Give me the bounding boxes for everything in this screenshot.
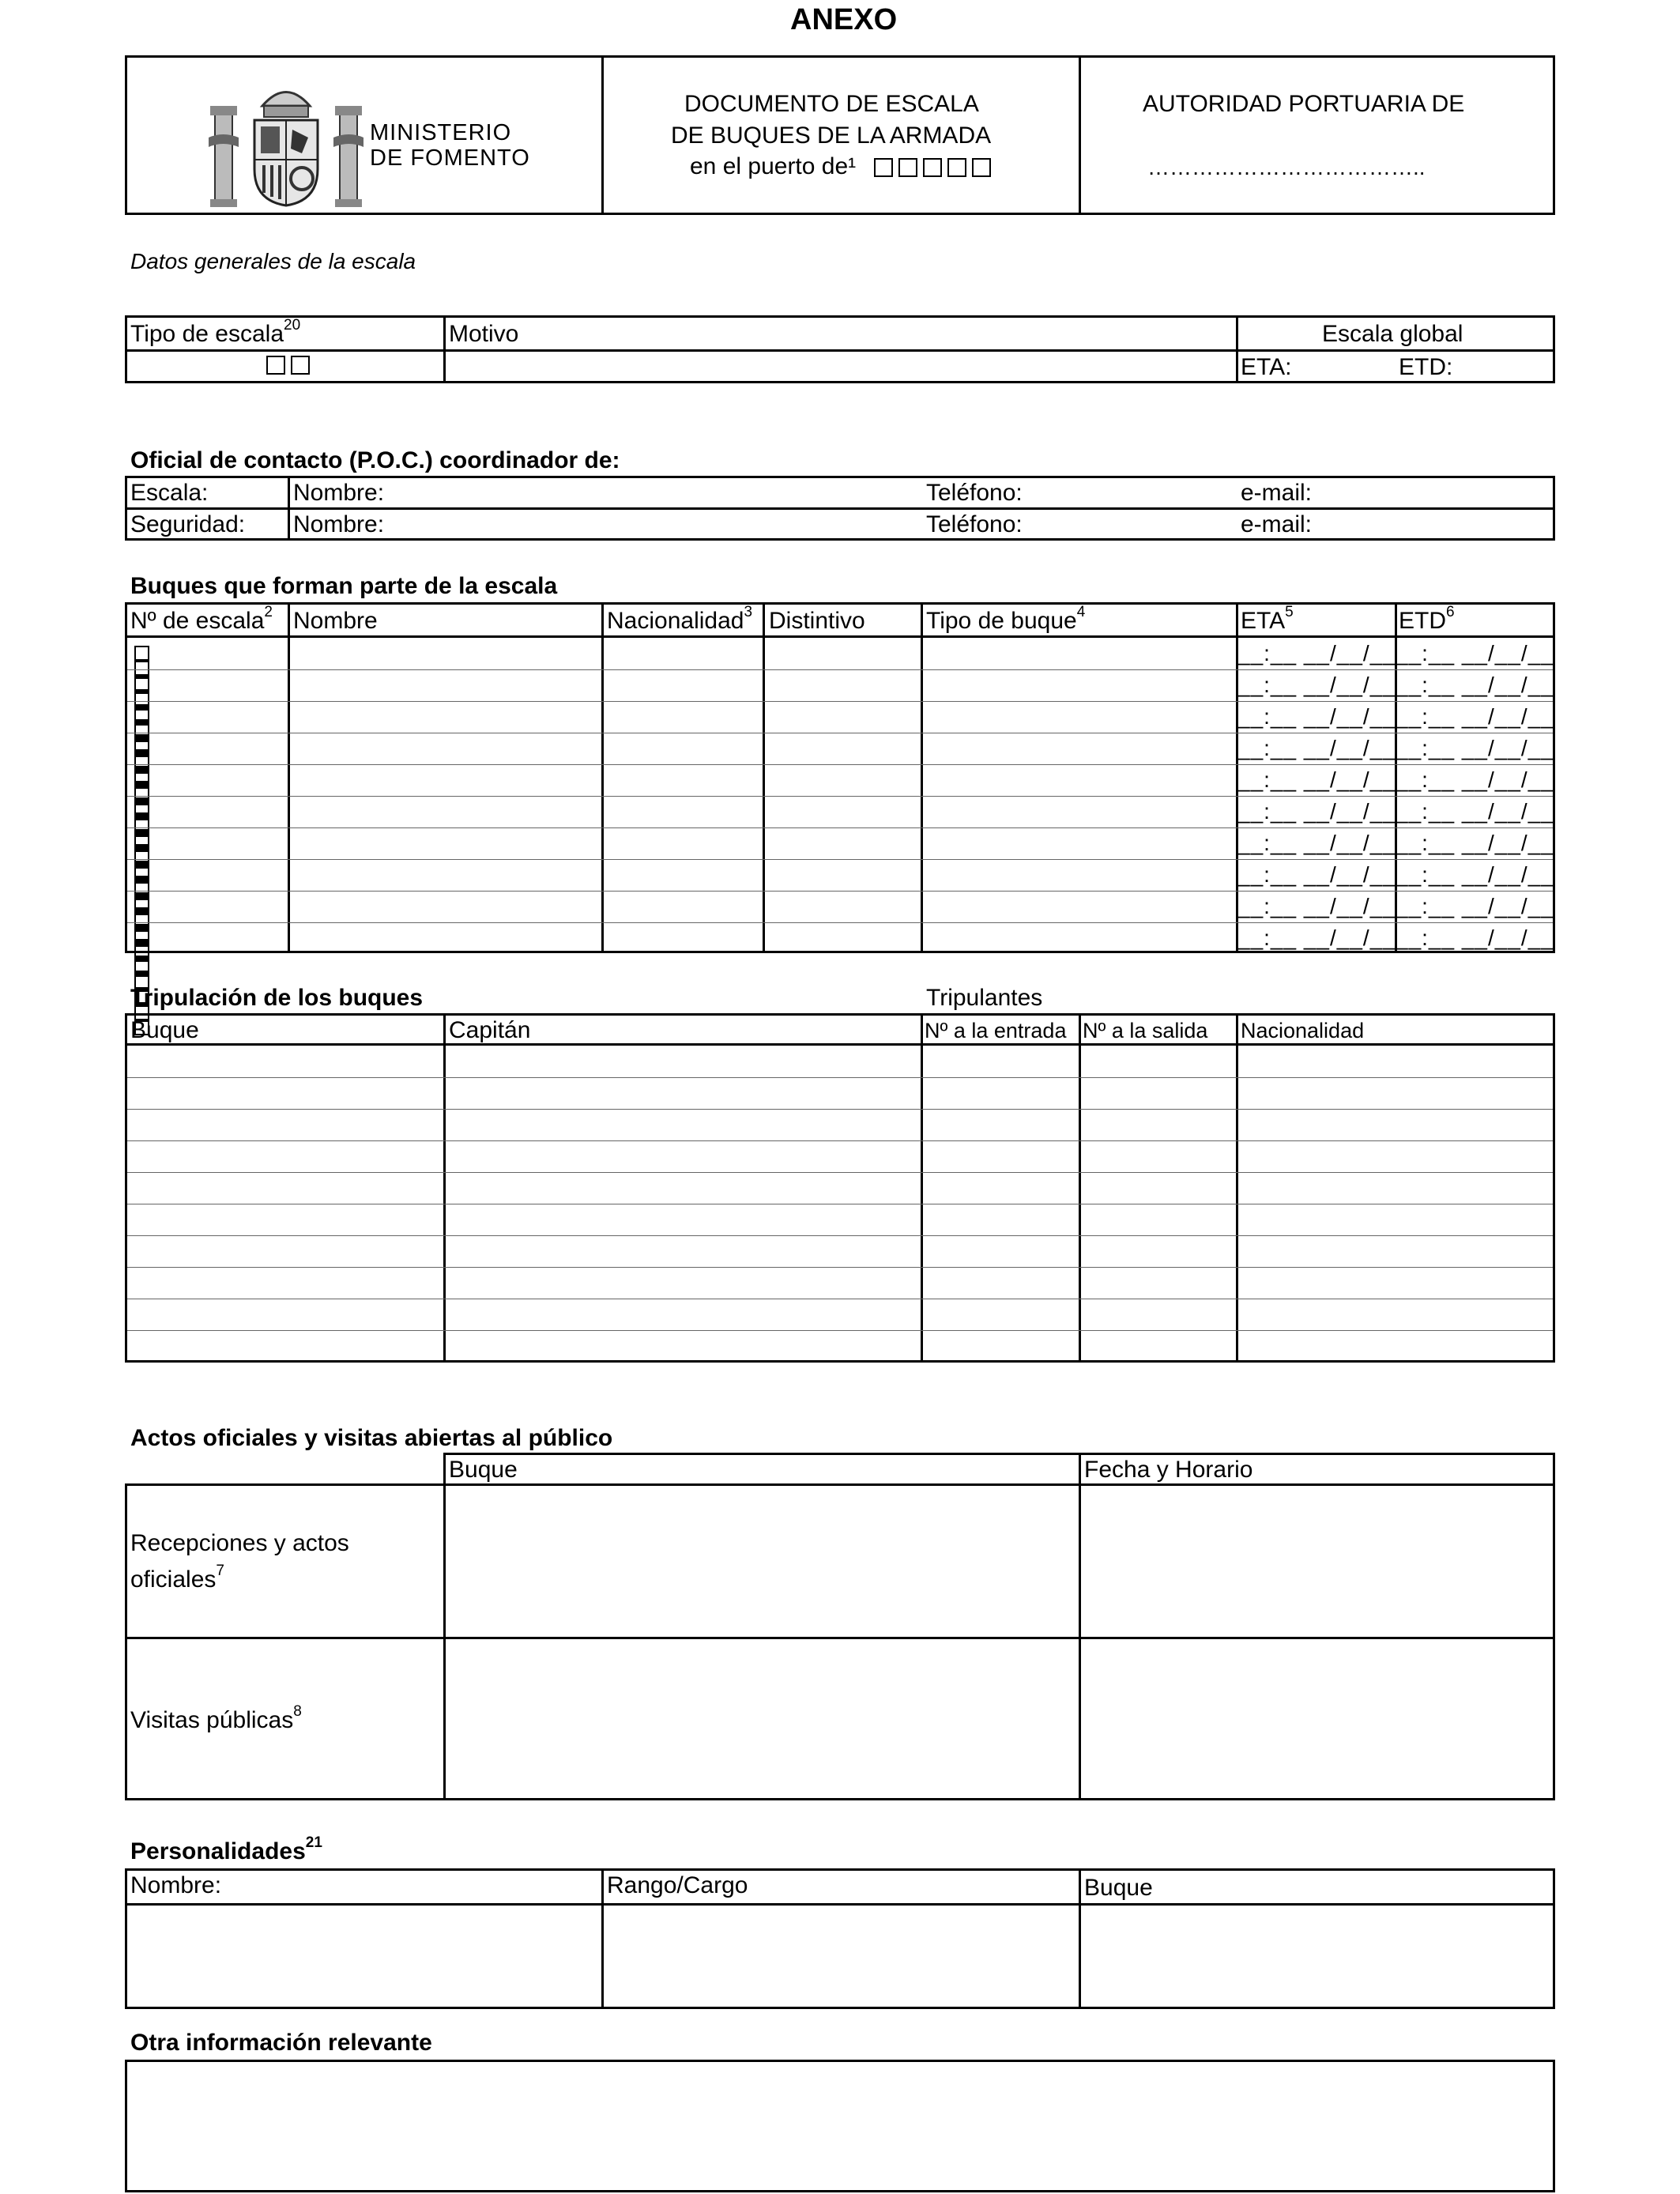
escala-checkbox[interactable] <box>134 835 149 850</box>
eta-time-blank[interactable]: __:__ __/__/__ <box>1237 767 1396 792</box>
escala-digit-box[interactable] <box>134 724 149 739</box>
escala-checkbox[interactable] <box>134 646 149 661</box>
page-title: ANEXO <box>790 3 898 36</box>
trip-row-divider <box>127 1330 1553 1331</box>
buques-col-tipo: Tipo de buque$^4$ <box>926 604 1086 634</box>
trip-row-divider <box>127 1140 1553 1141</box>
recepciones-label-2: oficiales$^7$ <box>130 1563 224 1593</box>
visitas-label: Visitas públicas$^8$ <box>130 1703 302 1733</box>
doc-port-line <box>690 153 996 180</box>
eta-time-blank[interactable]: __:__ __/__/__ <box>1237 925 1396 950</box>
trip-col-nacionalidad: Nacionalidad <box>1241 1019 1365 1042</box>
doc-title-line2: DE BUQUES DE LA ARMADA <box>671 123 992 149</box>
actos-col-fecha: Fecha y Horario <box>1084 1457 1253 1483</box>
tripulantes-label: Tripulantes <box>926 985 1043 1011</box>
trip-col-entrada: Nº a la entrada <box>925 1019 1067 1042</box>
poc-nombre-label: Nombre: <box>293 511 385 537</box>
etd-time-blank[interactable]: __:__ __/__/__ <box>1396 736 1554 760</box>
coat-of-arms-logo <box>207 74 530 210</box>
trip-row-divider <box>127 1172 1553 1173</box>
tipo-escala-checkbox[interactable] <box>291 356 310 375</box>
actos-col-buque: Buque <box>449 1457 518 1483</box>
etd-label: ETD: <box>1399 354 1453 380</box>
trip-col-buque: Buque <box>130 1017 199 1043</box>
port-checkbox[interactable] <box>947 158 966 177</box>
port-checkbox[interactable] <box>874 158 893 177</box>
etd-time-blank[interactable]: __:__ __/__/__ <box>1396 704 1554 729</box>
escala-checkbox[interactable] <box>134 677 149 692</box>
poc-telefono-label: Teléfono: <box>926 480 1023 506</box>
logo-text-ministerio: MINISTERIO <box>370 120 512 145</box>
buques-heading: Buques que forman parte de la escala <box>130 573 558 599</box>
poc-email-label: e-mail: <box>1241 480 1313 506</box>
actos-table <box>125 1453 1555 1800</box>
otra-info-box[interactable] <box>125 2060 1555 2192</box>
trip-row-divider <box>127 1267 1553 1268</box>
trip-col-capitan: Capitán <box>449 1017 531 1043</box>
escala-digit-box[interactable] <box>134 787 149 802</box>
eta-time-blank[interactable]: __:__ __/__/__ <box>1237 673 1396 697</box>
buques-col-escala: Nº de escala$^2$ <box>130 604 273 634</box>
poc-heading: Oficial de contacto (P.O.C.) coordinador de: <box>130 447 620 473</box>
trip-row-divider <box>127 1077 1553 1078</box>
pers-col-nombre: Nombre: <box>130 1872 222 1898</box>
eta-time-blank[interactable]: __:__ __/__/__ <box>1237 704 1396 729</box>
escala-checkbox[interactable] <box>134 804 149 819</box>
poc-role-label: Seguridad: <box>130 511 246 537</box>
etd-time-blank[interactable]: __:__ __/__/__ <box>1396 925 1554 950</box>
port-checkbox[interactable] <box>898 158 917 177</box>
doc-port-label: en el puerto de¹ <box>690 153 857 179</box>
poc-role-label: Escala: <box>130 480 209 506</box>
buques-col-nombre: Nombre <box>293 608 378 634</box>
pers-col-rango: Rango/Cargo <box>607 1872 748 1898</box>
etd-time-blank[interactable]: __:__ __/__/__ <box>1396 894 1554 918</box>
escala-checkbox[interactable] <box>134 709 149 724</box>
personalidades-table <box>125 1868 1555 2009</box>
eta-time-blank[interactable]: __:__ __/__/__ <box>1237 641 1396 665</box>
eta-time-blank[interactable]: __:__ __/__/__ <box>1237 799 1396 824</box>
escala-digit-box[interactable] <box>134 756 149 771</box>
etd-time-blank[interactable]: __:__ __/__/__ <box>1396 831 1554 855</box>
trip-row-divider <box>127 1109 1553 1110</box>
poc-email-label: e-mail: <box>1241 511 1313 537</box>
escala-digit-box[interactable] <box>134 819 149 834</box>
escala-checkbox[interactable] <box>134 930 149 945</box>
escala-checkbox[interactable] <box>134 899 149 914</box>
escala-digit-box[interactable] <box>134 914 149 929</box>
etd-time-blank[interactable]: __:__ __/__/__ <box>1396 641 1554 665</box>
escala-checkbox[interactable] <box>134 867 149 882</box>
escala-checkbox[interactable] <box>134 741 149 756</box>
authority-label: AUTORIDAD PORTUARIA DE <box>1143 91 1465 117</box>
buques-col-etd: ETD$^6$ <box>1399 604 1455 634</box>
etd-time-blank[interactable]: __:__ __/__/__ <box>1396 862 1554 887</box>
escala-checkbox[interactable] <box>134 772 149 787</box>
escala-digit-box[interactable] <box>134 850 149 865</box>
tripulacion-table <box>125 1013 1555 1363</box>
otra-heading: Otra información relevante <box>130 2030 432 2056</box>
pers-col-buque: Buque <box>1084 1875 1153 1901</box>
recepciones-label: Recepciones y actos <box>130 1530 349 1556</box>
tipo-escala-checkboxes <box>266 356 315 375</box>
personalidades-heading: Personalidades$^{21}$ <box>130 1834 322 1864</box>
eta-time-blank[interactable]: __:__ __/__/__ <box>1237 862 1396 887</box>
buques-col-eta: ETA$^5$ <box>1241 604 1294 634</box>
etd-time-blank[interactable]: __:__ __/__/__ <box>1396 673 1554 697</box>
escala-global-label: Escala global <box>1322 321 1463 347</box>
etd-time-blank[interactable]: __:__ __/__/__ <box>1396 767 1554 792</box>
buques-col-nacionalidad: Nacionalidad$^3$ <box>607 604 753 634</box>
escala-digit-box[interactable] <box>134 945 149 960</box>
general-section-label: Datos generales de la escala <box>130 249 416 273</box>
escala-digit-box[interactable] <box>134 692 149 707</box>
logo-text-fomento: DE FOMENTO <box>370 145 530 171</box>
authority-dots[interactable]: ……………………………….. <box>1147 155 1426 179</box>
escala-digit-box[interactable] <box>134 960 149 975</box>
buques-col-distintivo: Distintivo <box>769 608 865 634</box>
port-checkbox[interactable] <box>972 158 991 177</box>
eta-label: ETA: <box>1241 354 1292 380</box>
eta-time-blank[interactable]: __:__ __/__/__ <box>1237 831 1396 855</box>
eta-time-blank[interactable]: __:__ __/__/__ <box>1237 894 1396 918</box>
trip-col-salida: Nº a la salida <box>1083 1019 1208 1042</box>
actos-heading: Actos oficiales y visitas abiertas al público <box>130 1425 613 1451</box>
eta-time-blank[interactable]: __:__ __/__/__ <box>1237 736 1396 760</box>
port-checkbox[interactable] <box>923 158 942 177</box>
poc-nombre-label: Nombre: <box>293 480 385 506</box>
etd-time-blank[interactable]: __:__ __/__/__ <box>1396 799 1554 824</box>
tipo-escala-label: Tipo de escala$^{20}$ <box>130 317 301 347</box>
escala-digit-box[interactable] <box>134 661 149 676</box>
doc-title-line1: DOCUMENTO DE ESCALA <box>684 91 979 117</box>
motivo-label: Motivo <box>449 321 519 347</box>
poc-telefono-label: Teléfono: <box>926 511 1023 537</box>
trip-row-divider <box>127 1235 1553 1236</box>
tripulacion-heading: Tripulación de los buques <box>130 985 424 1011</box>
tipo-escala-checkbox[interactable] <box>266 356 285 375</box>
escala-digit-box[interactable] <box>134 882 149 897</box>
